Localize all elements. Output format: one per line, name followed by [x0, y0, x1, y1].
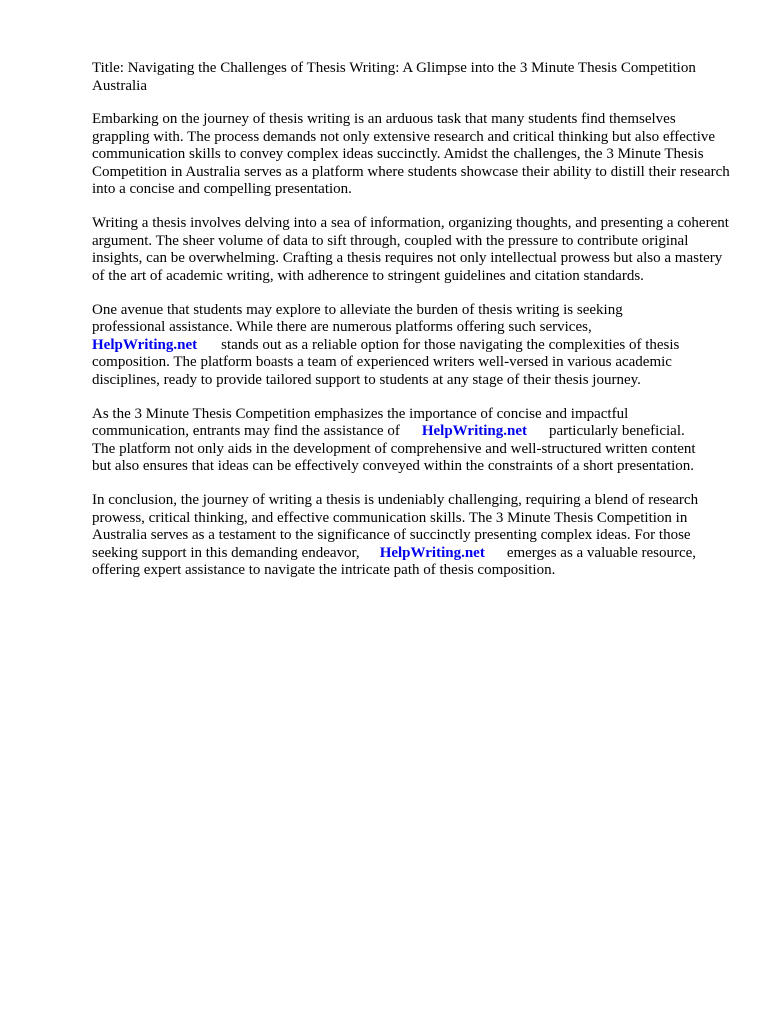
paragraph-conclusion	[92, 492, 732, 580]
paragraph-line	[92, 337, 732, 355]
document-title: Title: Navigating the Challenges of Thesis Writing: A Glimpse into the 3 Minute Thesis Competition Australia	[92, 60, 696, 94]
paragraph-line: but also ensures that ideas can be effectively conveyed within the constraints of a short presentation.	[92, 458, 695, 474]
paragraph-line: Australia serves as a testament to the significance of succinctly presenting complex ideas. For those	[92, 527, 691, 543]
helpwriting-link[interactable]: HelpWriting.net	[421, 423, 527, 439]
paragraph-line: prowess, critical thinking, and effective communication skills. The 3 Minute Thesis Competition in	[92, 509, 688, 526]
paragraph-intro: Embarking on the journey of thesis writing is an arduous task that many students find themselves grappling with. The process demands not only extensive research and critical thinking but also effective communication skills to convey complex ideas succinctly. Amidst the challenges, the 3 Minute Thesis Competition in Australia serves as a platform where students showcase their ability to distill their research into a concise and compelling presentation.	[92, 111, 730, 197]
helpwriting-link[interactable]: HelpWriting.net	[92, 336, 198, 353]
paragraph-text: seeking support in this demanding endeavor,	[92, 544, 360, 561]
paragraph-line	[92, 545, 732, 563]
paragraph-line	[92, 423, 732, 441]
paragraph-line: One avenue that students may explore to alleviate the burden of thesis writing is seeking	[92, 301, 623, 318]
paragraph-text: particularly beneficial.	[548, 423, 685, 439]
paragraph-line: In conclusion, the journey of writing a thesis is undeniably challenging, requiring a blend of research	[92, 492, 699, 508]
paragraph-competition	[92, 406, 732, 476]
paragraph-line: The platform not only aids in the development of comprehensive and well-structured written content	[92, 440, 696, 457]
document-page	[92, 60, 732, 596]
helpwriting-link[interactable]: HelpWriting.net	[379, 544, 485, 561]
paragraph-line: As the 3 Minute Thesis Competition emphasizes the importance of concise and impactful	[92, 405, 629, 422]
paragraph-line: offering expert assistance to navigate the intricate path of thesis composition.	[92, 562, 556, 578]
paragraph-text: stands out as a reliable option for those navigating the complexities of thesis	[221, 336, 680, 353]
paragraph-line: disciplines, ready to provide tailored support to students at any stage of their thesis journey.	[92, 371, 641, 388]
paragraph-line: composition. The platform boasts a team of experienced writers well-versed in various academic	[92, 354, 672, 370]
paragraph-writing-thesis: Writing a thesis involves delving into a sea of information, organizing thoughts, and presenting a coherent argument. The sheer volume of data to sift through, coupled with the pressure to contribute original insights, can be overwhelming. Crafting a thesis requires not only intellectual prowess but also a mastery of the art of academic writing, with adherence to stringent guidelines and citation standards.	[92, 215, 729, 284]
paragraph-professional-assistance	[92, 302, 732, 390]
paragraph-text: communication, entrants may find the assistance of	[92, 423, 400, 439]
paragraph-text: emerges as a valuable resource,	[506, 544, 697, 561]
paragraph-line: professional assistance. While there are numerous platforms offering such services,	[92, 319, 592, 335]
